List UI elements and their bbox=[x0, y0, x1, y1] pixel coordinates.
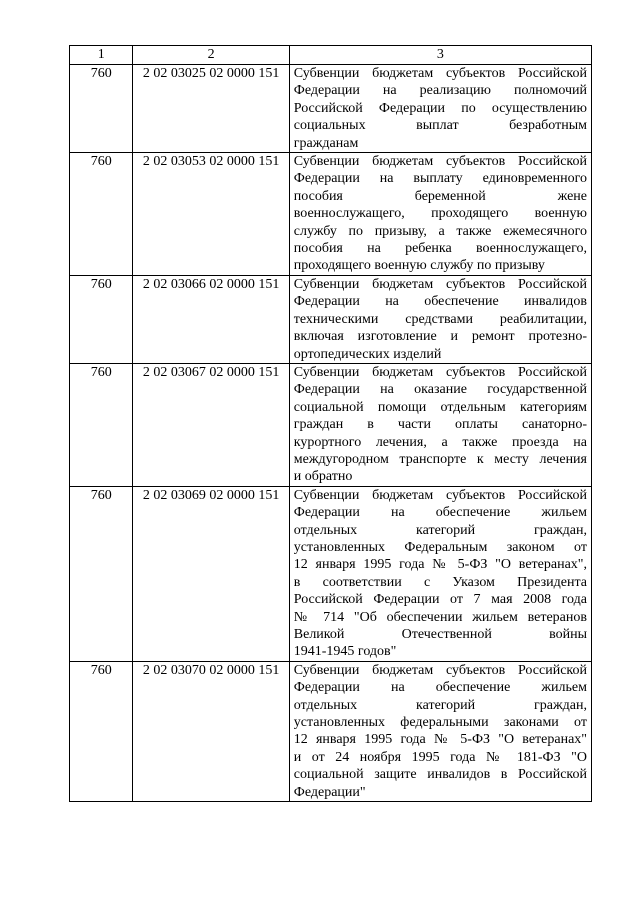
revenue-name-line: Федерации на обеспечение жильем bbox=[293, 505, 587, 521]
revenue-name-line: № 714 "Об обеспечении жильем ветеранов bbox=[293, 609, 587, 625]
revenue-name-cell bbox=[289, 661, 591, 801]
revenue-name-line: и обратно bbox=[293, 469, 353, 485]
revenue-code-cell: 2 02 03069 02 0000 151 bbox=[133, 486, 289, 661]
revenue-name-line: и от 24 ноября 1995 года № 181-ФЗ "О bbox=[293, 749, 587, 765]
revenue-name-line: Федерации" bbox=[293, 784, 366, 800]
revenue-name-line: Федерации на обеспечение жильем bbox=[293, 680, 587, 696]
revenue-name-line: Российской Федерации от 7 мая 2008 года bbox=[293, 592, 587, 608]
revenue-name-line: Федерации на выплату единовременного bbox=[293, 171, 587, 187]
revenue-name-line: Субвенции бюджетам субъектов Российской bbox=[293, 66, 587, 81]
table-row bbox=[70, 363, 592, 486]
revenue-name-line: техническими средствами реабилитации, bbox=[293, 311, 587, 327]
revenue-name-cell bbox=[289, 275, 591, 363]
admin-code-cell: 760 bbox=[70, 363, 133, 486]
revenue-name-line: в соответствии с Указом Президента bbox=[293, 574, 587, 590]
revenue-name-line: 1941-1945 годов" bbox=[293, 644, 397, 660]
revenue-code-cell: 2 02 03067 02 0000 151 bbox=[133, 363, 289, 486]
revenue-name-line: службу по призыву, а также ежемесячного bbox=[293, 223, 587, 239]
revenue-name-cell bbox=[289, 486, 591, 661]
revenue-name-line: военнослужащего, проходящего военную bbox=[293, 206, 587, 222]
admin-code-cell: 760 bbox=[70, 486, 133, 661]
column-header-2: 2 bbox=[133, 46, 289, 65]
revenue-code-cell: 2 02 03053 02 0000 151 bbox=[133, 153, 289, 276]
revenue-name-line: пособия на ребенка военнослужащего, bbox=[293, 241, 587, 257]
revenue-name-line: Субвенции бюджетам субъектов Российской bbox=[293, 487, 587, 503]
revenue-name-line: Федерации на оказание государственной bbox=[293, 382, 587, 398]
revenue-name-line: Российской Федерации по осуществлению bbox=[293, 100, 587, 116]
table-row bbox=[70, 661, 592, 801]
revenue-code-cell: 2 02 03070 02 0000 151 bbox=[133, 661, 289, 801]
revenue-name-line: гражданам bbox=[293, 135, 359, 151]
revenue-name-line: Великой Отечественной войны bbox=[293, 627, 587, 642]
table-row bbox=[70, 153, 592, 276]
revenue-name-line: Субвенции бюджетам субъектов Российской bbox=[293, 662, 587, 678]
revenue-name-line: отдельных категорий граждан, bbox=[293, 697, 587, 713]
table-row bbox=[70, 275, 592, 363]
revenue-name-line: отдельных категорий граждан, bbox=[293, 522, 587, 538]
revenue-name-line: установленных федеральными законами от bbox=[293, 715, 587, 731]
revenue-name-line: социальной помощи отдельным категориям bbox=[293, 399, 587, 415]
budget-revenue-table bbox=[69, 45, 592, 802]
revenue-name-line: пособия беременной жене bbox=[293, 188, 587, 204]
revenue-name-line: социальной защите инвалидов в Российской bbox=[293, 767, 587, 783]
admin-code-cell: 760 bbox=[70, 275, 133, 363]
table-row bbox=[70, 486, 592, 661]
column-header-3: 3 bbox=[289, 46, 591, 65]
admin-code-cell: 760 bbox=[70, 153, 133, 276]
revenue-name-cell bbox=[289, 363, 591, 486]
revenue-name-line: ортопедических изделий bbox=[293, 346, 442, 362]
table-header-row bbox=[70, 46, 592, 65]
revenue-name-line: Субвенции бюджетам субъектов Российской bbox=[293, 154, 587, 170]
revenue-name-line: включая изготовление и ремонт протезно- bbox=[293, 329, 587, 345]
revenue-name-line: Федерации на реализацию полномочий bbox=[293, 83, 587, 99]
column-header-1: 1 bbox=[70, 46, 133, 65]
revenue-name-line: социальных выплат безработным bbox=[293, 118, 587, 134]
revenue-code-cell: 2 02 03025 02 0000 151 bbox=[133, 65, 289, 153]
admin-code-cell: 760 bbox=[70, 65, 133, 153]
table-row bbox=[70, 65, 592, 153]
revenue-name-line: 12 января 1995 года № 5-ФЗ "О ветеранах", bbox=[293, 557, 587, 573]
revenue-name-line: Субвенции бюджетам субъектов Российской bbox=[293, 276, 587, 292]
revenue-name-line: установленных Федеральным законом от bbox=[293, 539, 587, 555]
revenue-name-line: Субвенции бюджетам субъектов Российской bbox=[293, 364, 587, 380]
revenue-name-cell bbox=[289, 65, 591, 153]
revenue-name-cell bbox=[289, 153, 591, 276]
revenue-code-cell: 2 02 03066 02 0000 151 bbox=[133, 275, 289, 363]
revenue-name-line: Федерации на обеспечение инвалидов bbox=[293, 294, 587, 310]
revenue-name-line: проходящего военную службу по призыву bbox=[293, 258, 545, 274]
revenue-name-line: 12 января 1995 года № 5-ФЗ "О ветеранах" bbox=[293, 732, 587, 748]
revenue-name-line: граждан в части оплаты санаторно- bbox=[293, 417, 587, 433]
admin-code-cell: 760 bbox=[70, 661, 133, 801]
revenue-name-line: междугородном транспорте к месту лечения bbox=[293, 451, 587, 467]
revenue-name-line: курортного лечения, а также проезда на bbox=[293, 434, 587, 450]
